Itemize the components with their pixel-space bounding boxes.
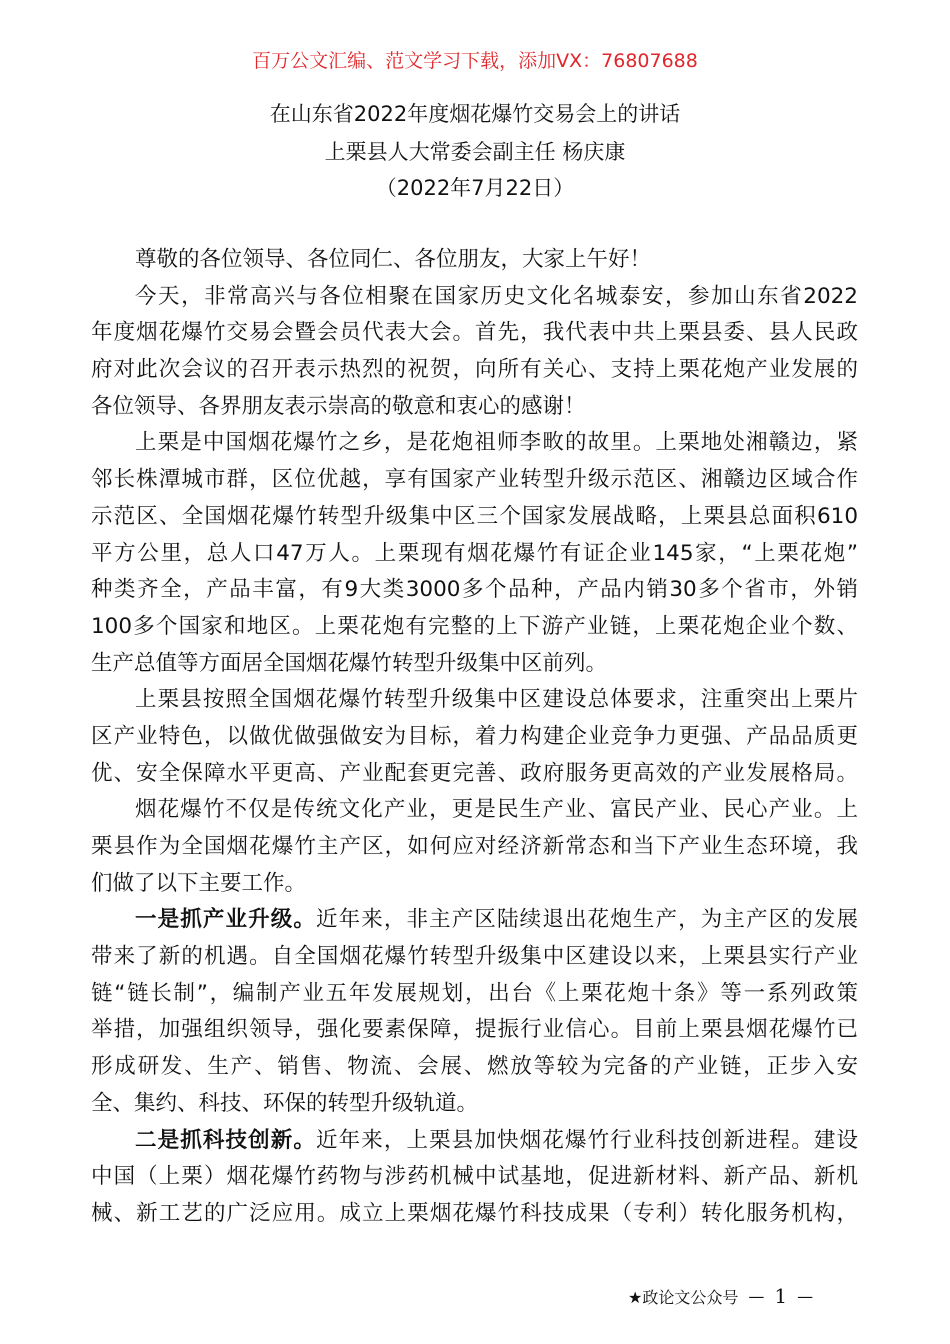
bold-heading: 二是抓科技创新。 <box>135 1127 317 1153</box>
text-line <box>91 1159 858 1196</box>
text-line <box>91 866 858 903</box>
text-line <box>91 976 858 1013</box>
line-text: 邻长株潭城市群，区位优越，享有国家产业转型升级示范区、湘赣边区域合作 <box>91 467 858 493</box>
text-line <box>91 536 858 573</box>
text-line <box>91 1123 858 1160</box>
page-footer <box>628 1284 813 1308</box>
line-text: 栗县作为全国烟花爆竹主产区，如何应对经济新常态和当下产业生态环境，我 <box>91 834 858 859</box>
line-text: 近年来，非主产区陆续退出花炮生产，为主产区的发展 <box>316 907 858 933</box>
line-text: 上栗县按照全国烟花爆竹转型升级集中区建设总体要求，注重突出上栗片 <box>135 687 858 713</box>
text-line <box>91 572 858 609</box>
line-text: 上栗是中国烟花爆竹之乡，是花炮祖师李畋的故里。上栗地处湘赣边，紧 <box>135 430 858 456</box>
speaker-line: 上栗县人大常委会副主任 杨庆康 <box>324 140 626 164</box>
text-line <box>91 1012 858 1049</box>
text-line <box>91 1086 858 1123</box>
document-title: 在山东省2022年度烟花爆竹交易会上的讲话 <box>269 102 681 126</box>
line-text: 府对此次会议的召开表示热烈的祝贺，向所有关心、支持上栗花炮产业发展的 <box>91 357 858 383</box>
text-line <box>91 682 858 719</box>
text-line <box>91 829 858 866</box>
line-text: 各位领导、各界朋友表示崇高的敬意和衷心的感谢！ <box>91 393 586 419</box>
line-text: 100多个国家和地区。上栗花炮有完整的上下游产业链，上栗花炮企业个数、 <box>91 613 858 639</box>
line-text: 带来了新的机遇。自全国烟花爆竹转型升级集中区建设以来，上栗县实行产业 <box>91 944 858 970</box>
text-line <box>91 902 858 939</box>
footer-dash: — <box>748 1286 765 1306</box>
text-line <box>91 1196 858 1233</box>
text-line <box>91 792 858 829</box>
line-text: 平方公里，总人口47万人。上栗现有烟花爆竹有证企业145家，“上栗花炮” <box>91 540 858 566</box>
line-text: 今天，非常高兴与各位相聚在国家历史文化名城泰安，参加山东省2022 <box>135 283 858 309</box>
line-text: 优、安全保障水平更高、产业配套更完善、政府服务更高效的产业发展格局。 <box>91 760 858 786</box>
line-text: 全、集约、科技、环保的转型升级轨道。 <box>91 1090 479 1116</box>
footer-source: ★政论文公众号 <box>628 1287 739 1307</box>
line-text: 链“链长制”，编制产业五年发展规划，出台《上栗花炮十条》等一系列政策 <box>91 980 858 1006</box>
text-line <box>91 756 858 793</box>
line-text: 尊敬的各位领导、各位同仁、各位朋友，大家上午好！ <box>135 247 652 272</box>
line-text: 械、新工艺的广泛应用。成立上栗烟花爆竹科技成果（专利）转化服务机构， <box>91 1200 858 1226</box>
text-line <box>91 352 858 389</box>
bold-heading: 一是抓产业升级。 <box>135 907 317 933</box>
text-line <box>91 389 858 426</box>
document-body <box>91 242 858 1233</box>
footer-dash: — <box>797 1286 814 1306</box>
text-line <box>91 242 858 279</box>
text-line <box>91 609 858 646</box>
line-text: 烟花爆竹不仅是传统文化产业，更是民生产业、富民产业、民心产业。上 <box>135 797 858 823</box>
line-text: 生产总值等方面居全国烟花爆竹转型升级集中区前列。 <box>91 650 608 676</box>
text-line <box>91 1049 858 1086</box>
text-line <box>91 646 858 683</box>
line-text: 举措，加强组织领导，强化要素保障，提振行业信心。目前上栗县烟花爆竹已 <box>91 1017 858 1043</box>
text-line <box>91 499 858 536</box>
line-text: 年度烟花爆竹交易会暨会员代表大会。首先，我代表中共上栗县委、县人民政 <box>91 320 858 346</box>
watermark-text: 百万公文汇编、范文学习下载，添加VX：76807688 <box>252 50 698 72</box>
text-line <box>91 315 858 352</box>
speech-date: （2022年7月22日） <box>375 176 575 200</box>
line-text: 近年来，上栗县加快烟花爆竹行业科技创新进程。建设 <box>316 1127 858 1153</box>
line-text: 们做了以下主要工作。 <box>91 870 307 896</box>
text-line <box>91 279 858 316</box>
page-number: 1 <box>774 1284 788 1308</box>
text-line <box>91 719 858 756</box>
line-text: 种类齐全，产品丰富，有9大类3000多个品种，产品内销30多个省市，外销 <box>91 577 858 603</box>
text-line <box>91 462 858 499</box>
line-text: 示范区、全国烟花爆竹转型升级集中区三个国家发展战略，上栗县总面积610 <box>91 503 858 529</box>
line-text: 中国（上栗）烟花爆竹药物与涉药机械中试基地，促进新材料、新产品、新机 <box>91 1164 858 1190</box>
text-line <box>91 939 858 976</box>
line-text: 区产业特色，以做优做强做安为目标，着力构建企业竞争力更强、产品品质更 <box>91 723 858 749</box>
line-text: 形成研发、生产、销售、物流、会展、燃放等较为完备的产业链，正步入安 <box>91 1054 858 1080</box>
text-line <box>91 425 858 462</box>
